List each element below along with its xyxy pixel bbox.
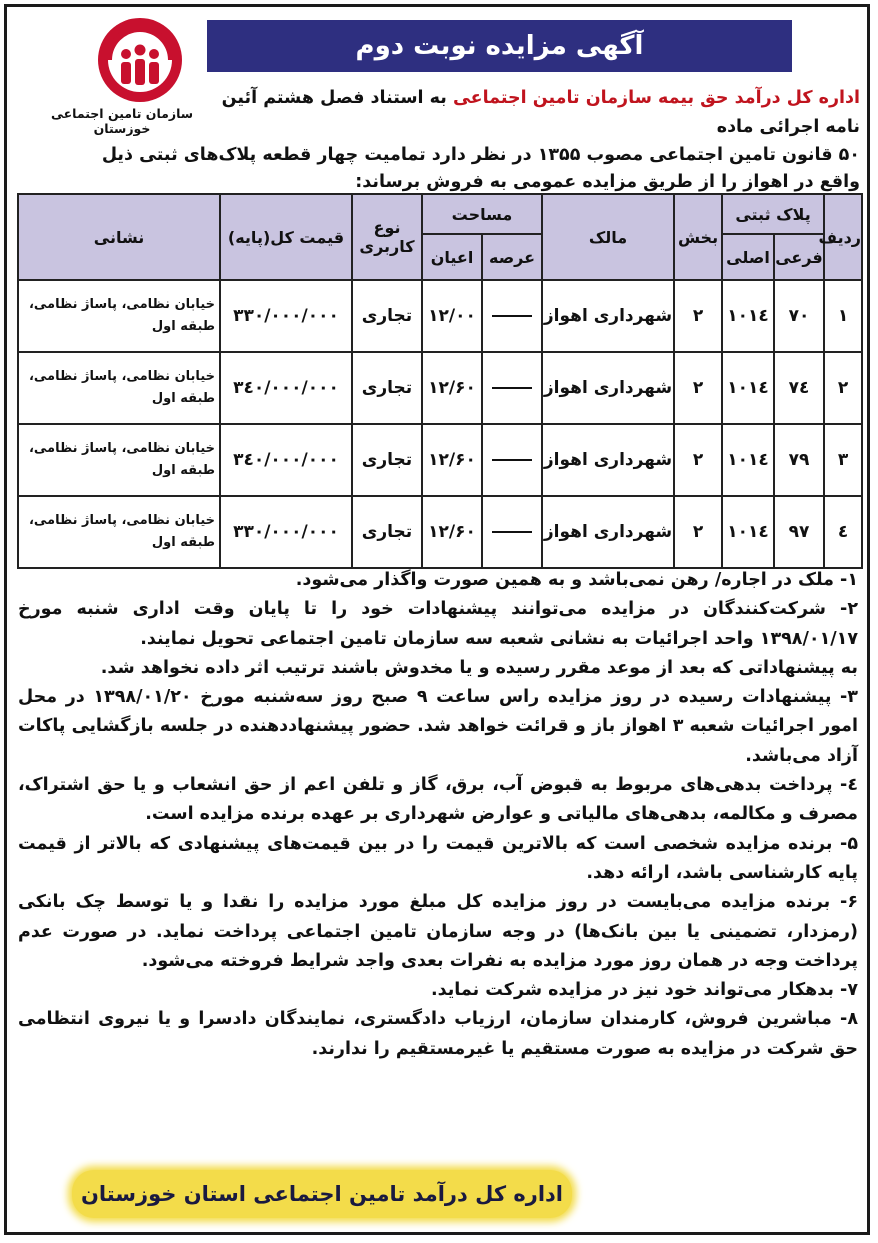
table-row (18, 352, 862, 424)
header-price: قیمت کل(پایه) (220, 194, 352, 280)
cell-address: خیابان نظامی، پاساژ نظامی، طبقه اول (18, 424, 220, 496)
cell-usage: تجاری (352, 280, 422, 352)
intro-highlight: اداره کل درآمد حق بیمه سازمان تامین اجتماعی (452, 88, 860, 108)
cell-usage: تجاری (352, 424, 422, 496)
cell-land (482, 352, 542, 424)
empty-dash (492, 315, 532, 317)
term-item: ۸- مباشرین فروش، کارمندان سازمان، ارزیاب دادگستری، نمایندگان دادسرا و یا نیروی انتظامی حق شرکت در مزایده به صورت مستقیم یا غیرمستقیم را ندارند. (18, 1009, 858, 1059)
cell-owner: شهرداری اهواز (542, 496, 674, 568)
table-row (18, 280, 862, 352)
footer-signature: اداره کل درآمد تامین اجتماعی استان خوزستان (80, 1182, 564, 1206)
term-item: ۲- شرکت‌کنندگان در مزایده می‌توانند پیشنهادات خود را تا پایان وقت اداری شنبه مورخ ۱۳۹۸/۰۱/۱۷ واحد اجرائیات به نشانی شعبه سه سازمان تامین اجتماعی تحویل نمایند. (18, 599, 858, 649)
intro-line-2: ۵۰ قانون تامین اجتماعی مصوب ۱۳۵۵ در نظر دارد تمامیت چهار قطعه پلاک‌های ثبتی ذیل (101, 145, 860, 165)
terms-list (18, 566, 858, 1064)
cell-no: ۳ (824, 424, 862, 496)
table-row (18, 424, 862, 496)
header-building: اعیان (422, 234, 482, 280)
cell-building: ۱۲/۶۰ (422, 496, 482, 568)
cell-no: ۲ (824, 352, 862, 424)
cell-price: ۳٤۰/۰۰۰/۰۰۰ (220, 424, 352, 496)
empty-dash (492, 459, 532, 461)
term-item: به پیشنهاداتی که بعد از موعد مقرر رسیده و یا مخدوش باشند ترتیب اثر داده نخواهد شد. (100, 657, 858, 678)
cell-main: ۱۰۱٤ (722, 280, 774, 352)
cell-building: ۱۲/۶۰ (422, 424, 482, 496)
cell-price: ۳۳۰/۰۰۰/۰۰۰ (220, 496, 352, 568)
cell-main: ۱۰۱٤ (722, 352, 774, 424)
intro-line-1 (195, 84, 860, 142)
org-name: سازمان تامین اجتماعی خوزستان (50, 106, 194, 136)
cell-owner: شهرداری اهواز (542, 280, 674, 352)
cell-main: ۱۰۱٤ (722, 496, 774, 568)
term-item: ۶- برنده مزایده می‌بایست در روز مزایده کل مبلغ مورد مزایده را نقدا و یا توسط چک بانکی (رمزدار، تضمینی یا بین بانک‌ها) در وجه سازمان تامین اجتماعی پرداخت نماید. در صورت عدم پرداخت وجه در همان روز مورد مزایده به نفرات بعدی واجد شرایط فروخته می‌شود. (18, 892, 858, 971)
org-logo (22, 14, 222, 136)
cell-land (482, 496, 542, 568)
term-item: ۳- پیشنهادات رسیده در روز مزایده راس ساعت ۹ صبح روز سه‌شنبه مورخ ۱۳۹۸/۰۱/۲۰ در محل امور اجرائیات شعبه ۳ اهواز باز و قرائت خواهد شد. حضور پیشنهاددهنده در جلسه بازگشایی پاکات آزاد می‌باشد. (18, 687, 858, 766)
cell-usage: تجاری (352, 352, 422, 424)
intro-lines (20, 142, 860, 196)
cell-land (482, 424, 542, 496)
cell-address: خیابان نظامی، پاساژ نظامی، طبقه اول (18, 496, 220, 568)
cell-owner: شهرداری اهواز (542, 352, 674, 424)
term-item: ۵- برنده مزایده شخصی است که بالاترین قیمت را در بین قیمت‌های پیشنهادی که بالاتر از قیمت پایه کارشناسی باشد، ارائه دهد. (18, 833, 858, 883)
term-item: ۱- ملک در اجاره/ رهن نمی‌باشد و به همین صورت واگذار می‌شود. (295, 570, 858, 590)
cell-address: خیابان نظامی، پاساژ نظامی، طبقه اول (18, 280, 220, 352)
cell-section: ۲ (674, 496, 722, 568)
cell-no: ٤ (824, 496, 862, 568)
intro-line1-rest: به استناد فصل هشتم آئین نامه اجرائی ماده (221, 88, 860, 137)
header-main: اصلی (722, 234, 774, 280)
cell-section: ۲ (674, 352, 722, 424)
empty-dash (492, 531, 532, 533)
intro-line-3: واقع در اهواز را از طریق مزایده عمومی به فروش برساند: (355, 172, 860, 192)
term-item: ۷- بدهکار می‌تواند خود نیز در مزایده شرکت نماید. (430, 980, 858, 1001)
header-address: نشانی (18, 194, 220, 280)
cell-no: ۱ (824, 280, 862, 352)
header-usage: نوع کاربری (352, 194, 422, 280)
cell-owner: شهرداری اهواز (542, 424, 674, 496)
cell-land (482, 280, 542, 352)
header-section: بخش (674, 194, 722, 280)
cell-sub: ۹۷ (774, 496, 824, 568)
cell-sub: ۷۹ (774, 424, 824, 496)
cell-usage: تجاری (352, 496, 422, 568)
cell-main: ۱۰۱٤ (722, 424, 774, 496)
empty-dash (492, 387, 532, 389)
cell-section: ۲ (674, 280, 722, 352)
property-table (17, 193, 863, 569)
cell-address: خیابان نظامی، پاساژ نظامی، طبقه اول (18, 352, 220, 424)
cell-building: ۱۲/۰۰ (422, 280, 482, 352)
header-sub: فرعی (774, 234, 824, 280)
table-row (18, 496, 862, 568)
ssi-logo-icon (22, 14, 222, 106)
header-owner: مالک (542, 194, 674, 280)
cell-section: ۲ (674, 424, 722, 496)
cell-price: ۳٤۰/۰۰۰/۰۰۰ (220, 352, 352, 424)
cell-building: ۱۲/۶۰ (422, 352, 482, 424)
cell-sub: ۷٤ (774, 352, 824, 424)
cell-sub: ۷۰ (774, 280, 824, 352)
announcement-title: آگهی مزایده نوبت دوم (207, 20, 792, 72)
cell-price: ۳۳۰/۰۰۰/۰۰۰ (220, 280, 352, 352)
header-row-no: ردیف (824, 194, 862, 280)
header-area: مساحت (422, 194, 542, 234)
term-item: ٤- پرداخت بدهی‌های مربوط به قبوض آب، برق، گاز و تلفن اعم از حق انشعاب و یا حق اشتراک، مصرف و مکالمه، بدهی‌های مالیاتی و عوارض شهرداری بر عهده برنده مزایده است. (18, 775, 858, 825)
header-land: عرصه (482, 234, 542, 280)
header-plate: پلاک ثبتی (722, 194, 824, 234)
